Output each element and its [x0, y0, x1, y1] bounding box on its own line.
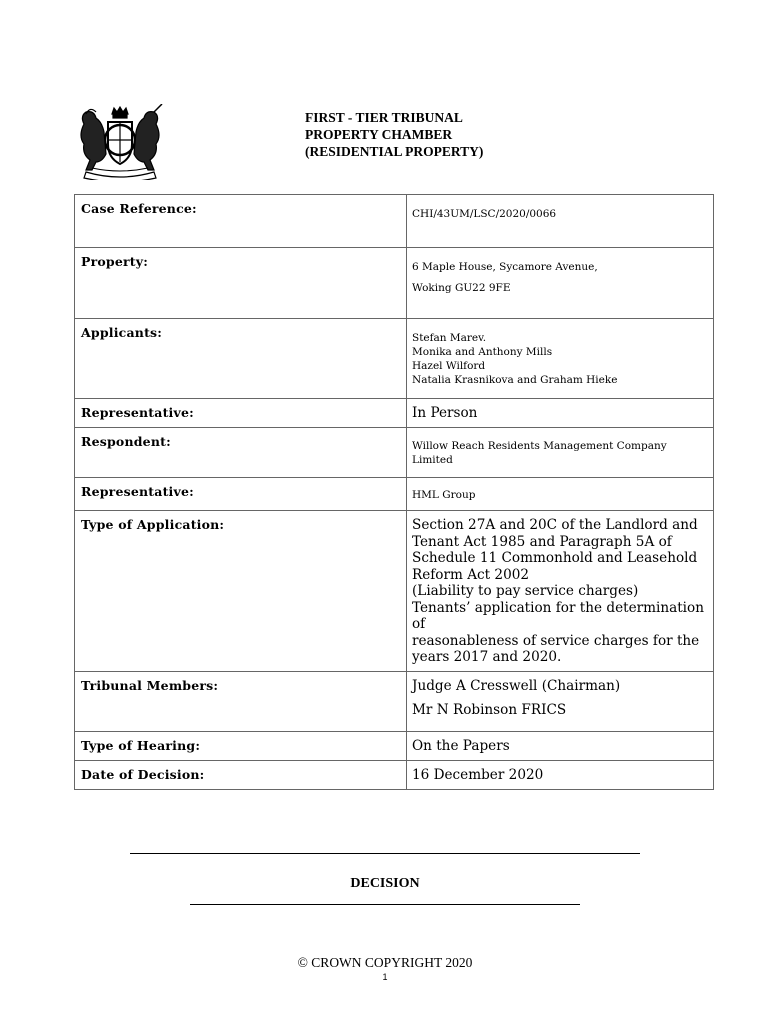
representative-respondent-label: Representative: — [75, 478, 407, 511]
heading-line-2: PROPERTY CHAMBER — [305, 127, 453, 142]
tribunal-member-2: Mr N Robinson FRICS — [412, 701, 567, 718]
row-applicants — [75, 319, 714, 399]
tribunal-member-1: Judge A Cresswell (Chairman) — [412, 678, 621, 694]
respondent-line-1: Willow Reach Residents Management Company — [412, 440, 667, 452]
representative-respondent-value: HML Group — [412, 489, 476, 501]
row-representative-applicant — [75, 399, 714, 428]
respondent-label: Respondent: — [75, 428, 407, 478]
date-of-decision-label: Date of Decision: — [75, 761, 407, 790]
case-reference-label: Case Reference: — [75, 195, 407, 248]
row-representative-respondent — [75, 478, 714, 511]
type-of-hearing-value: On the Papers — [412, 738, 510, 754]
property-address-line-2: Woking GU22 9FE — [412, 282, 511, 294]
representative-label: Representative: — [75, 399, 407, 428]
page-number: 1 — [382, 972, 388, 982]
copyright-notice: © CROWN COPYRIGHT 2020 — [297, 955, 473, 970]
row-property — [75, 248, 714, 319]
row-type-of-hearing — [75, 732, 714, 761]
tribunal-heading — [305, 109, 483, 160]
application-line-1: Section 27A and 20C of the Landlord and — [412, 517, 698, 533]
case-reference-value: CHI/43UM/LSC/2020/0066 — [412, 208, 557, 220]
row-type-of-application — [75, 511, 714, 672]
applicant-3: Hazel Wilford — [412, 360, 486, 372]
row-date-of-decision — [75, 761, 714, 790]
property-label: Property: — [75, 248, 407, 319]
divider-top — [130, 853, 640, 854]
heading-line-1: FIRST - TIER TRIBUNAL — [305, 110, 463, 125]
representative-applicant-value: In Person — [412, 405, 478, 421]
case-details-table — [74, 194, 714, 790]
row-respondent — [75, 428, 714, 478]
row-tribunal-members — [75, 672, 714, 732]
date-of-decision-value: 16 December 2020 — [412, 767, 544, 783]
tribunal-members-label: Tribunal Members: — [75, 672, 407, 732]
applicant-4: Natalia Krasnikova and Graham Hieke — [412, 374, 618, 386]
application-line-2: Tenant Act 1985 and Paragraph 5A of — [412, 533, 672, 550]
property-address-line-1: 6 Maple House, Sycamore Avenue, — [412, 261, 598, 273]
application-line-7: reasonableness of service charges for the — [412, 632, 700, 649]
divider-bottom — [190, 904, 580, 905]
applicant-2: Monika and Anthony Mills — [412, 346, 553, 358]
application-line-4: Reform Act 2002 — [412, 566, 530, 583]
row-case-reference — [75, 195, 714, 248]
application-line-5: (Liability to pay service charges) — [412, 583, 639, 599]
respondent-line-2: Limited — [412, 454, 453, 466]
type-of-application-label: Type of Application: — [75, 511, 407, 672]
application-line-6: Tenants’ application for the determination of — [412, 599, 704, 632]
applicant-1: Stefan Marev. — [412, 332, 487, 344]
application-line-8: years 2017 and 2020. — [412, 649, 562, 665]
type-of-hearing-label: Type of Hearing: — [75, 732, 407, 761]
decision-title: DECISION — [350, 876, 420, 891]
heading-line-3: (RESIDENTIAL PROPERTY) — [305, 144, 484, 159]
application-line-3: Schedule 11 Commonhold and Leasehold — [412, 550, 698, 566]
royal-coat-of-arms-logo — [72, 104, 168, 180]
applicants-label: Applicants: — [75, 319, 407, 399]
